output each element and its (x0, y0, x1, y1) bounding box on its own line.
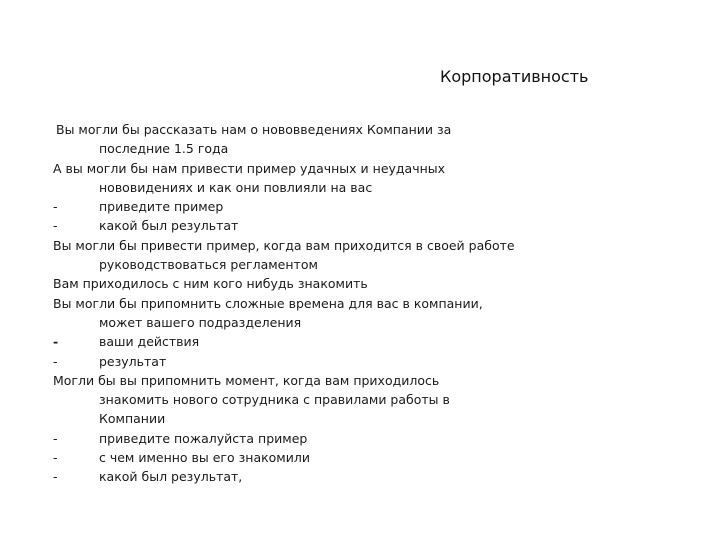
question-line: Вы могли бы привести пример, когда вам приходится в своей работе (53, 237, 515, 253)
bullet-dash: - (53, 469, 58, 485)
bullet-text: приведите пример (99, 199, 224, 215)
bullet-dash: - (53, 450, 58, 466)
question-continuation-line: Компании (99, 411, 166, 427)
bullet-text: какой был результат (99, 218, 239, 234)
bullet-text: с чем именно вы его знакомили (99, 450, 310, 466)
bullet-item (53, 352, 553, 371)
bullet-text: ваши действия (99, 334, 200, 350)
bullet-item (53, 429, 553, 448)
question-line: А вы могли бы нам привести пример удачных и неудачных (53, 160, 446, 176)
slide-body (53, 120, 553, 487)
question-line: Могли бы вы припомнить момент, когда вам приходилось (53, 372, 440, 388)
question-line: Вы могли бы рассказать нам о нововведениях Компании за (56, 122, 452, 137)
bullet-item (53, 467, 553, 486)
bullet-text: результат (99, 353, 167, 369)
question-line: Вам приходилось с ним кого нибудь знакомить (53, 276, 368, 292)
bullet-dash: - (53, 353, 58, 369)
question-continuation-line: знакомить нового сотрудника с правилами работы в (99, 392, 450, 408)
bullet-text: приведите пожалуйста пример (99, 430, 308, 446)
question-continuation-line: руководствоваться регламентом (99, 257, 318, 273)
bullet-item (53, 448, 553, 467)
slide-title: Корпоративность (440, 67, 589, 86)
bullet-dash: - (53, 218, 58, 234)
bullet-item (53, 332, 553, 351)
question-continuation-line: может вашего подразделения (99, 314, 302, 330)
bullet-text: какой был результат, (99, 469, 243, 485)
bullet-dash: - (53, 334, 59, 350)
question-continuation-line: последние 1.5 года (99, 141, 229, 157)
bullet-item (53, 216, 553, 235)
bullet-item (53, 197, 553, 216)
question-line: Вы могли бы припомнить сложные времена для вас в компании, (53, 295, 483, 311)
question-continuation-line: нововидениях и как они повлияли на вас (99, 179, 373, 195)
bullet-dash: - (53, 430, 58, 446)
bullet-dash: - (53, 199, 58, 215)
